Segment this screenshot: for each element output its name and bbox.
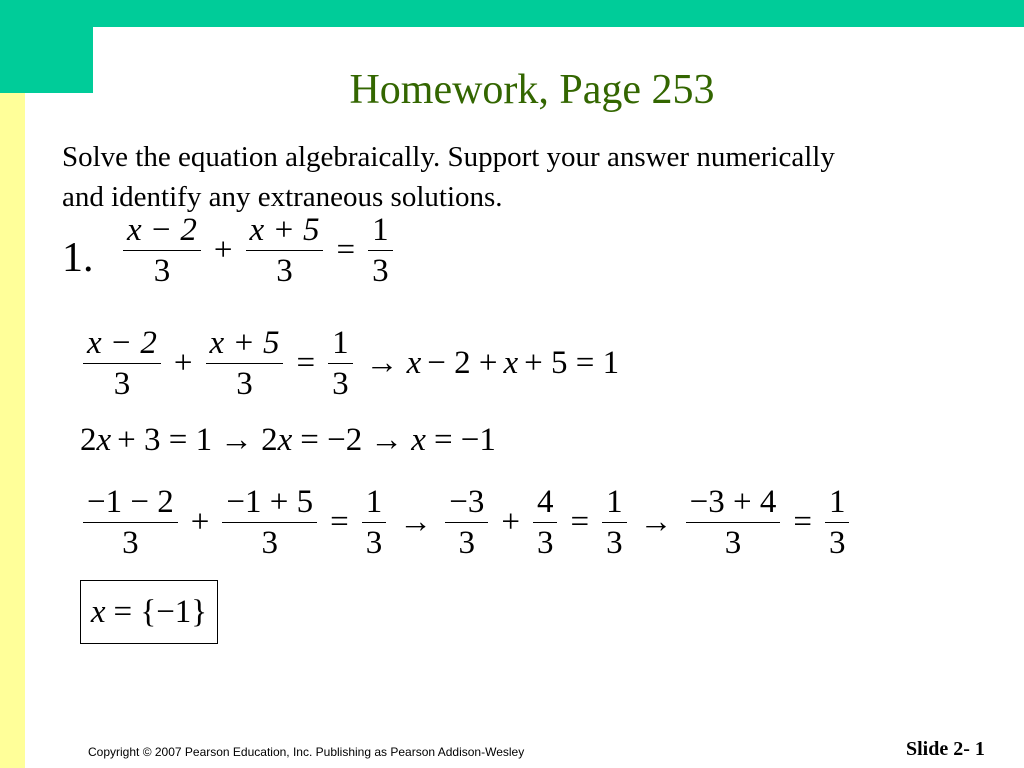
top-accent-bar — [0, 0, 1024, 27]
fraction — [83, 482, 178, 563]
fraction — [123, 210, 201, 291]
denominator: 3 — [113, 366, 131, 402]
denominator: 3 — [261, 525, 278, 561]
instructions-line-2: and identify any extraneous solutions. — [62, 181, 503, 213]
numerator: −3 + 4 — [689, 484, 777, 520]
fraction — [533, 482, 558, 563]
work-line-2 — [80, 422, 496, 459]
fraction — [328, 323, 353, 404]
expression: + 3 = 1 — [117, 422, 213, 458]
numerator: x − 2 — [87, 325, 157, 361]
work-line-3 — [78, 482, 854, 563]
answer-box — [80, 580, 218, 644]
numerator: 1 — [828, 484, 846, 520]
problem-number: 1. — [62, 235, 94, 281]
variable: x — [277, 422, 293, 458]
variable: x — [503, 345, 519, 381]
expression: = −1 — [433, 422, 496, 458]
denominator: 3 — [828, 525, 846, 561]
operator: + — [190, 504, 210, 540]
numerator: x − 2 — [127, 212, 197, 248]
operator: + — [173, 345, 193, 381]
denominator: 3 — [606, 525, 623, 561]
numerator: 1 — [606, 484, 623, 520]
denominator: 3 — [122, 525, 139, 561]
fraction — [825, 482, 850, 563]
expression: + 5 = 1 — [524, 345, 620, 381]
denominator: 3 — [372, 253, 389, 289]
operator: + — [501, 504, 520, 540]
left-accent-strip — [0, 93, 25, 768]
fraction — [602, 482, 627, 563]
slide-title: Homework, Page 253 — [349, 67, 715, 113]
fraction — [362, 482, 387, 563]
arrow: → — [399, 504, 433, 540]
coefficient: 2 — [80, 422, 97, 458]
numerator: 1 — [372, 212, 389, 248]
fraction — [445, 482, 488, 563]
denominator: 3 — [724, 525, 742, 561]
numerator: x + 5 — [209, 325, 280, 361]
operator: = — [793, 504, 812, 540]
denominator: 3 — [236, 366, 253, 402]
fraction — [368, 210, 393, 291]
variable: x — [90, 593, 106, 630]
denominator: 3 — [365, 525, 383, 561]
coefficient: 2 — [261, 422, 278, 458]
operator: + — [213, 232, 233, 268]
denominator: 3 — [276, 253, 293, 289]
arrow: → — [639, 504, 673, 540]
denominator: 3 — [153, 253, 171, 289]
work-line-1 — [78, 323, 619, 404]
numerator: 4 — [536, 484, 554, 520]
arrow: → — [220, 422, 254, 458]
expression: − 2 + — [427, 345, 498, 381]
solution-set: = {−1} — [113, 593, 208, 630]
instructions-line-1: Solve the equation algebraically. Support your answer numerically — [62, 141, 835, 173]
variable: x — [96, 422, 112, 458]
variable: x — [406, 345, 422, 381]
denominator: 3 — [332, 366, 349, 402]
fraction — [206, 323, 284, 404]
numerator: −1 − 2 — [87, 484, 174, 520]
numerator: 1 — [332, 325, 349, 361]
arrow: → — [370, 422, 404, 458]
variable: x — [411, 422, 426, 458]
numerator: 1 — [365, 484, 383, 520]
fraction — [246, 210, 324, 291]
copyright-footer: Copyright © 2007 Pearson Education, Inc. Publishing as Pearson Addison-Wesley — [88, 745, 525, 759]
numerator: −1 + 5 — [226, 484, 314, 520]
operator: = — [336, 232, 356, 268]
operator: = — [330, 504, 349, 540]
arrow: → — [365, 345, 399, 381]
fraction — [83, 323, 161, 404]
problem-equation — [118, 210, 398, 291]
denominator: 3 — [458, 525, 476, 561]
fraction — [686, 482, 781, 563]
fraction — [222, 482, 317, 563]
instructions — [62, 137, 1002, 217]
slide-number: Slide 2- 1 — [906, 738, 985, 760]
denominator: 3 — [536, 525, 554, 561]
expression: = −2 — [300, 422, 363, 458]
operator: = — [296, 345, 316, 381]
numerator: −3 — [449, 484, 485, 520]
numerator: x + 5 — [249, 212, 320, 248]
operator: = — [570, 504, 590, 540]
